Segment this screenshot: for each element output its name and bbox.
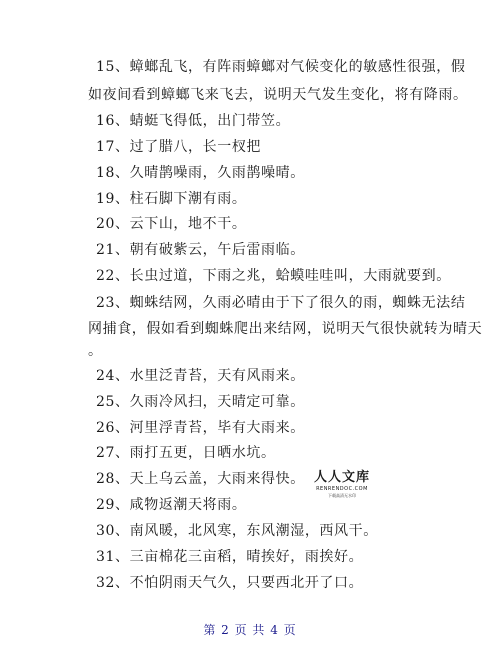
page-number-footer: 第 2 页 共 4 页: [203, 623, 297, 637]
proverb-item-26: 26、河里浮青苔，毕有大雨来。: [96, 420, 305, 436]
proverb-item-30: 30、南风暖，北风寒，东风潮湿，西风干。: [96, 523, 378, 539]
watermark-title: 人人文库: [313, 470, 370, 485]
proverb-item-18: 18、久晴鹊噪雨，久雨鹊噪晴。: [96, 165, 305, 181]
proverb-item-24: 24、水里泛青苔，天有风雨来。: [96, 368, 305, 384]
proverb-item-25: 25、久雨冷风扫，天晴定可靠。: [96, 394, 305, 410]
proverb-item-23-line-2: 网捕食，假如看到蜘蛛爬出来结网，说明天气很快就转为晴天: [88, 321, 483, 337]
proverb-item-17: 17、过了腊八，长一杈把: [96, 139, 262, 155]
proverb-item-23-line-3: 。: [88, 343, 103, 359]
watermark-url: RENRENDOC.COM: [316, 486, 368, 492]
proverb-item-29: 29、咸物返潮天将雨。: [96, 497, 247, 513]
proverb-item-31: 31、三亩棉花三亩稻，晴挨好，雨挨好。: [96, 549, 364, 565]
proverb-item-15-line-1: 15、蟑螂乱飞，有阵雨蟑螂对气候变化的敏感性很强，假: [96, 59, 466, 75]
proverb-item-21: 21、朝有破紫云，午后雷雨临。: [96, 242, 305, 258]
proverb-item-20: 20、云下山，地不干。: [96, 216, 247, 232]
proverb-item-16: 16、蜻蜓飞得低，出门带笠。: [96, 113, 291, 129]
proverb-item-27: 27、雨打五更，日晒水坑。: [96, 445, 276, 461]
proverb-item-28: 28、天上乌云盖，大雨来得快。: [96, 471, 305, 487]
proverb-item-15-line-2: 如夜间看到蟑螂飞来飞去，说明天气发生变化，将有降雨。: [88, 87, 468, 103]
watermark-logo: [312, 470, 372, 499]
proverb-item-32: 32、不怕阴雨天气久，只要西北开了口。: [96, 575, 364, 591]
proverb-item-22: 22、长虫过道，下雨之兆，蛤蟆哇哇叫，大雨就要到。: [96, 268, 451, 284]
watermark-subtitle: 下载高清无水印: [328, 493, 356, 498]
proverb-item-23-line-1: 23、蜘蛛结网，久雨必晴由于下了很久的雨，蜘蛛无法结: [96, 295, 466, 311]
proverb-item-19: 19、柱石脚下潮有雨。: [96, 191, 247, 207]
